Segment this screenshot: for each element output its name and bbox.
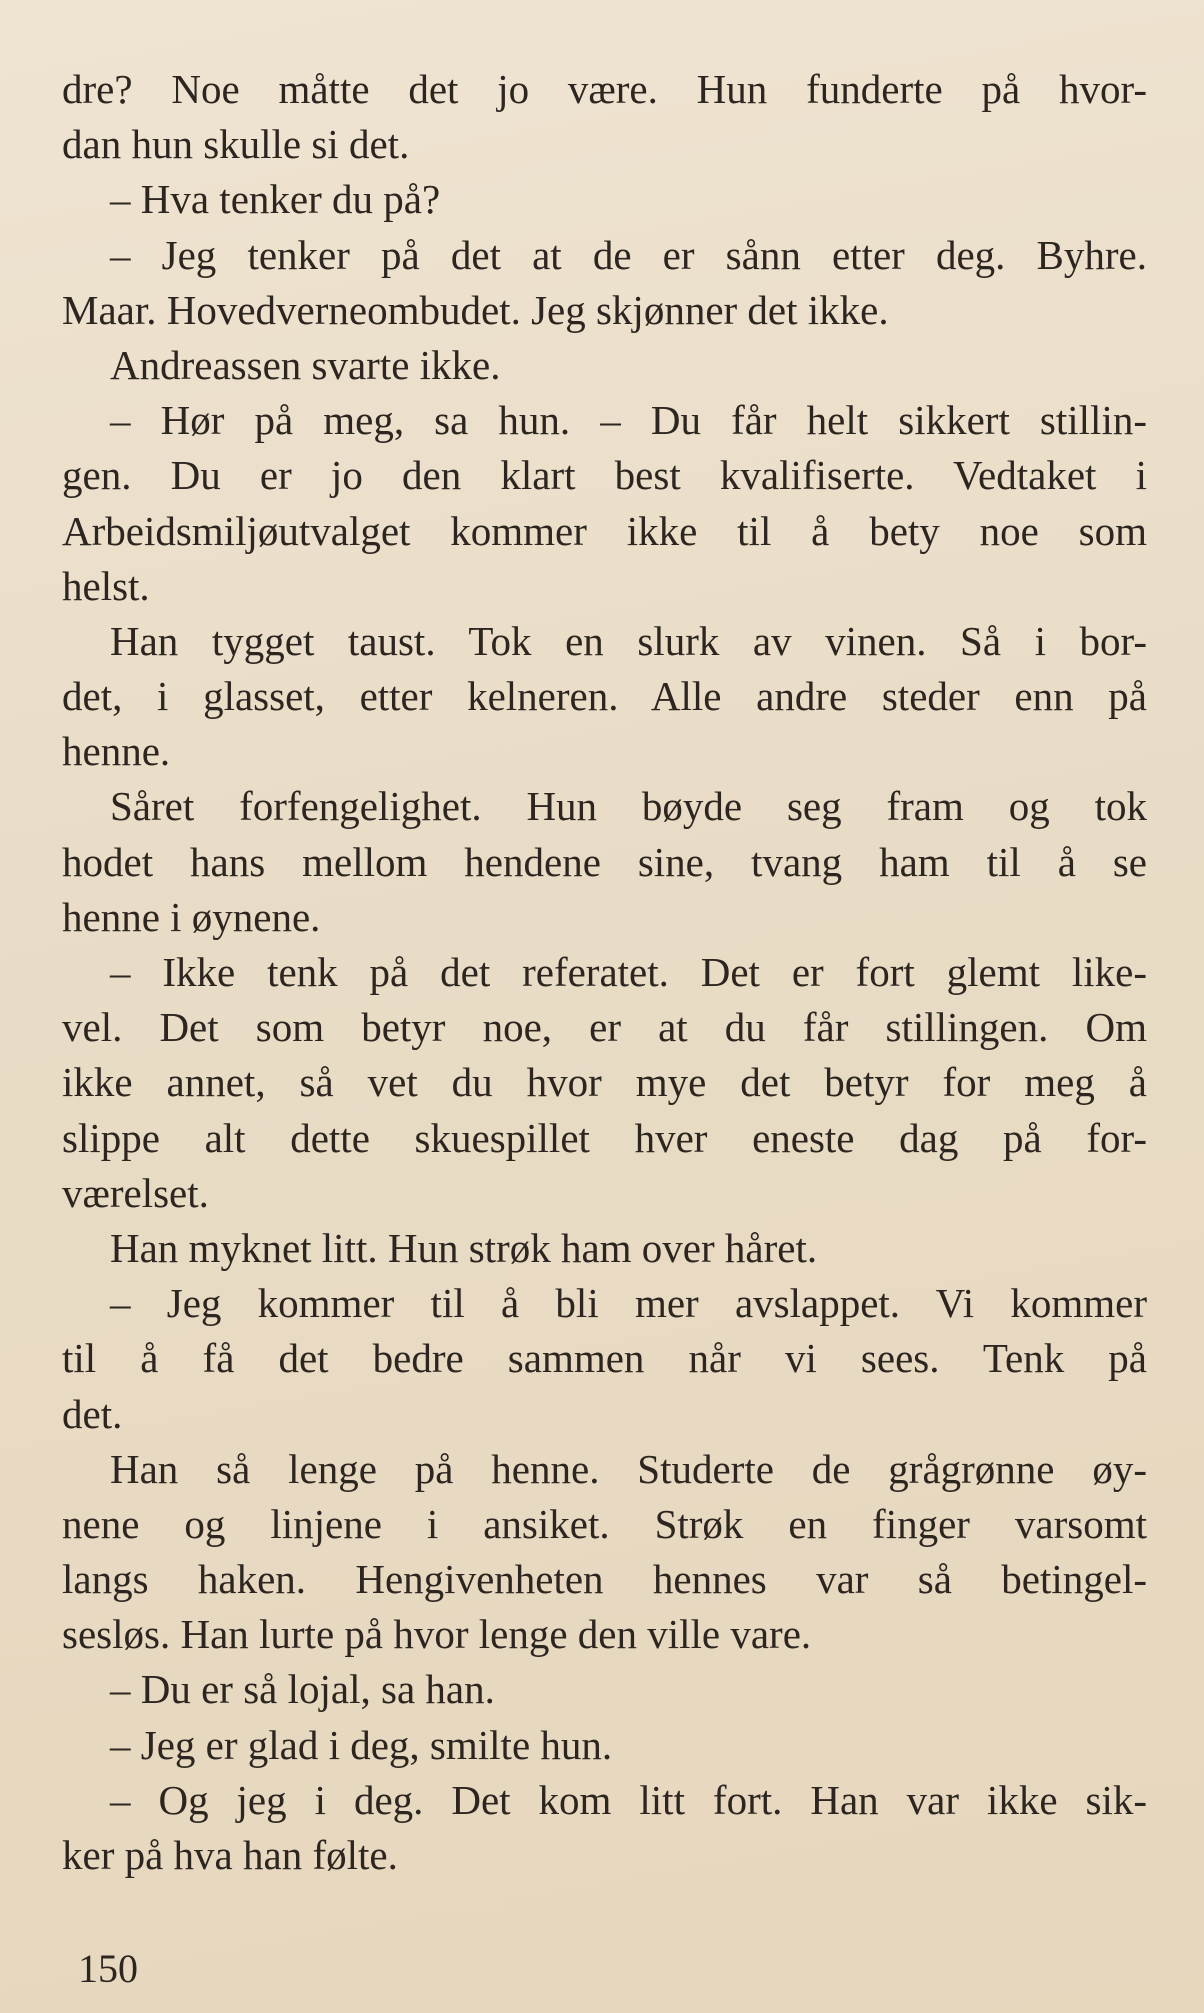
text-line: nene og linjene i ansiket. Strøk en finger varsomt xyxy=(62,1500,1147,1547)
text-line: Andreassen svarte ikke. xyxy=(110,341,501,388)
text-line: henne. xyxy=(62,728,171,775)
text-line: ikke annet, så vet du hvor mye det betyr for meg å xyxy=(62,1059,1147,1106)
text-line: gen. Du er jo den klart best kvalifiserte. Vedtaket i xyxy=(62,452,1147,499)
text-line: – Og jeg i deg. Det kom litt fort. Han var ikke sik- xyxy=(110,1776,1147,1823)
text-line: – Jeg kommer til å bli mer avslappet. Vi kommer xyxy=(110,1280,1147,1327)
text-line: Maar. Hovedverneombudet. Jeg skjønner det ikke. xyxy=(62,286,889,333)
page-number: 150 xyxy=(78,1946,138,1991)
text-line: til å få det bedre sammen når vi sees. Tenk på xyxy=(62,1335,1147,1382)
text-line: Han tygget taust. Tok en slurk av vinen. Så i bor- xyxy=(110,617,1147,664)
text-line: slippe alt dette skuespillet hver eneste dag på for- xyxy=(62,1114,1147,1161)
text-line: – Hva tenker du på? xyxy=(110,176,441,223)
text-line: – Jeg er glad i deg, smilte hun. xyxy=(110,1721,613,1768)
text-line: vel. Det som betyr noe, er at du får stillingen. Om xyxy=(62,1004,1147,1051)
text-line: hodet hans mellom hendene sine, tvang ham til å se xyxy=(62,838,1147,885)
text-line: det. xyxy=(62,1390,123,1437)
text-line: dan hun skulle si det. xyxy=(62,121,410,168)
text-line: – Jeg tenker på det at de er sånn etter deg. Byhre. xyxy=(110,231,1147,278)
text-line: henne i øynene. xyxy=(62,893,321,940)
text-line: det, i glasset, etter kelneren. Alle andre steder enn på xyxy=(62,673,1147,720)
text-line: Arbeidsmiljøutvalget kommer ikke til å bety noe som xyxy=(62,507,1147,554)
text-line: – Du er så lojal, sa han. xyxy=(110,1666,495,1713)
text-line: helst. xyxy=(62,562,150,609)
text-line: sesløs. Han lurte på hvor lenge den ville vare. xyxy=(62,1611,812,1658)
text-line: langs haken. Hengivenheten hennes var så betingel- xyxy=(62,1556,1147,1603)
body-text xyxy=(62,62,1147,1883)
text-line: Såret forfengelighet. Hun bøyde seg fram og tok xyxy=(110,783,1147,830)
text-line: ker på hva han følte. xyxy=(62,1832,398,1878)
text-line: Han myknet litt. Hun strøk ham over håret. xyxy=(110,1224,818,1271)
text-line: Han så lenge på henne. Studerte de grågrønne øy- xyxy=(110,1445,1147,1492)
text-line: værelset. xyxy=(62,1169,209,1216)
text-line: – Ikke tenk på det referatet. Det er fort glemt like- xyxy=(110,949,1147,995)
text-line: dre? Noe måtte det jo være. Hun funderte på hvor- xyxy=(62,66,1147,112)
text-line: – Hør på meg, sa hun. – Du får helt sikkert stillin- xyxy=(110,397,1147,444)
